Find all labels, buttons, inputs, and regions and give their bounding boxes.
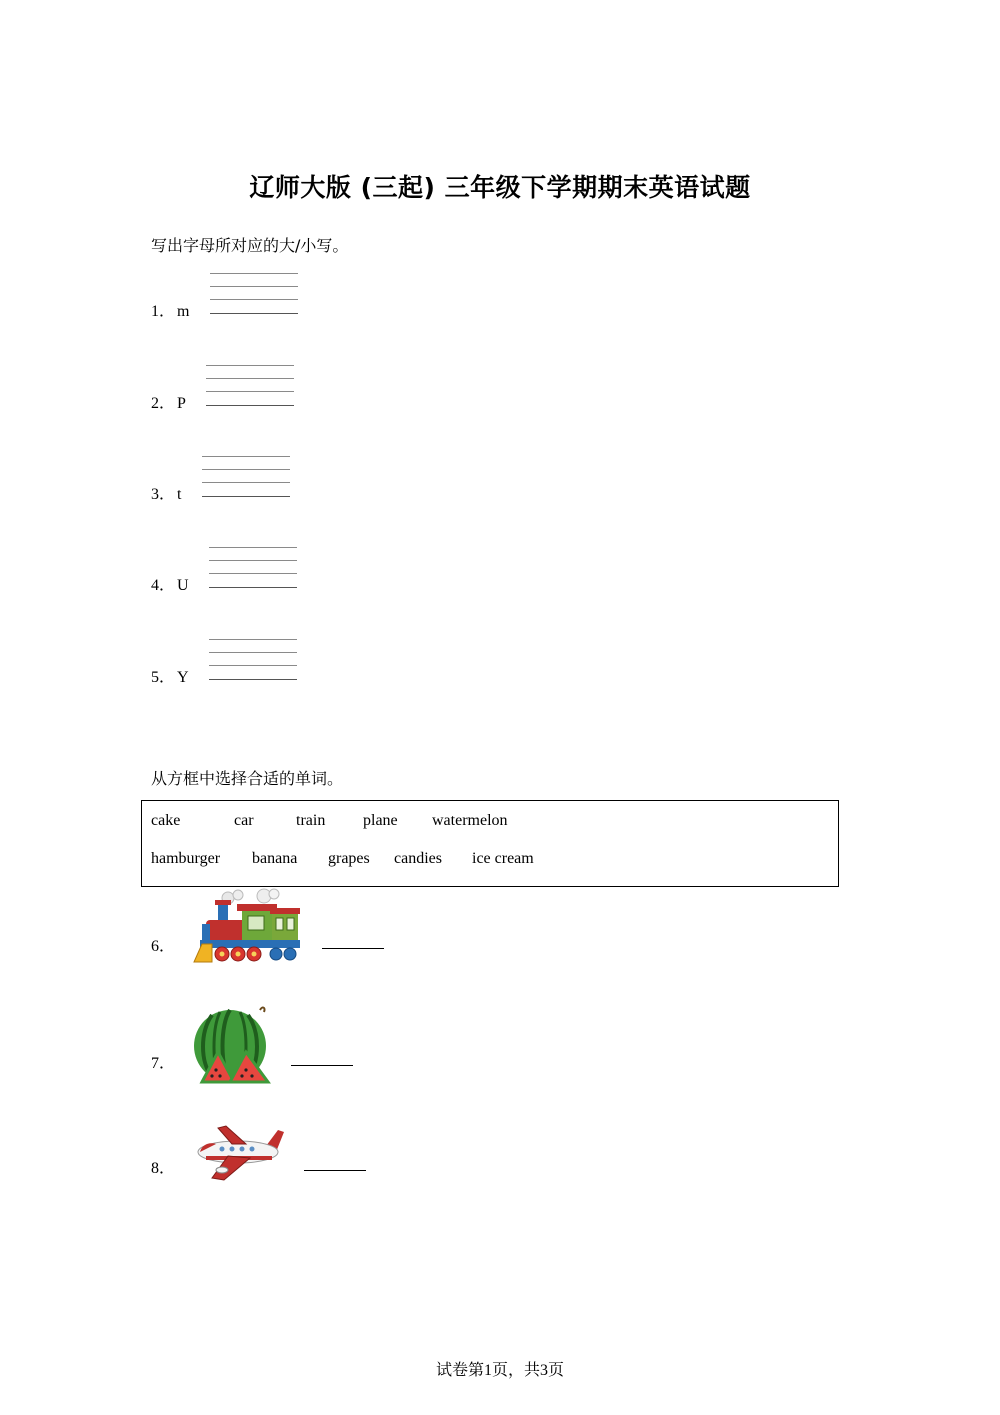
word-bank-word: car — [234, 812, 254, 829]
question-letter: t — [177, 486, 182, 503]
answer-blank[interactable] — [322, 948, 384, 949]
answer-blank[interactable] — [291, 1065, 353, 1066]
question-number: 4． — [151, 577, 176, 594]
word-bank-word: hamburger — [151, 850, 221, 867]
question-number: 7． — [151, 1055, 176, 1072]
question-number: 6． — [151, 938, 176, 955]
train-icon — [192, 888, 304, 970]
question-4 — [151, 572, 189, 595]
plane-icon — [192, 1122, 286, 1184]
question-number: 1． — [151, 303, 176, 320]
four-line-grid[interactable] — [202, 456, 290, 500]
word-bank-word: candies — [394, 850, 442, 867]
section2-instruction: 从方框中选择合适的单词。 — [151, 769, 344, 788]
four-line-grid[interactable] — [206, 365, 294, 409]
question-number: 5． — [151, 669, 176, 686]
section1-instruction: 写出字母所对应的大/小写。 — [151, 236, 349, 255]
question-6 — [151, 933, 177, 956]
watermelon-icon — [190, 1004, 274, 1088]
question-7 — [151, 1050, 177, 1073]
four-line-grid[interactable] — [209, 639, 297, 683]
question-letter: P — [177, 395, 186, 412]
four-line-grid[interactable] — [210, 273, 298, 317]
question-letter: Y — [177, 669, 189, 686]
word-bank-word: grapes — [328, 850, 370, 867]
question-letter: m — [177, 303, 190, 320]
word-bank-box — [141, 800, 839, 887]
question-3 — [151, 481, 181, 504]
word-bank-word: ice cream — [472, 850, 534, 867]
question-letter: U — [177, 577, 189, 594]
page-footer: 试卷第1页，共3页 — [435, 1362, 564, 1379]
answer-blank[interactable] — [304, 1170, 366, 1171]
question-number: 8． — [151, 1160, 176, 1177]
question-1 — [151, 298, 189, 321]
question-number: 2． — [151, 395, 176, 412]
question-8 — [151, 1155, 177, 1178]
word-bank-word: train — [296, 812, 326, 829]
page-title: 辽师大版 (三起) 三年级下学期期末英语试题 — [249, 173, 751, 202]
word-bank-word: watermelon — [432, 812, 508, 829]
four-line-grid[interactable] — [209, 547, 297, 591]
question-5 — [151, 664, 189, 687]
question-number: 3． — [151, 486, 176, 503]
word-bank-word: cake — [151, 812, 181, 829]
word-bank-word: plane — [363, 812, 398, 829]
question-2 — [151, 390, 186, 413]
word-bank-word: banana — [252, 850, 298, 867]
